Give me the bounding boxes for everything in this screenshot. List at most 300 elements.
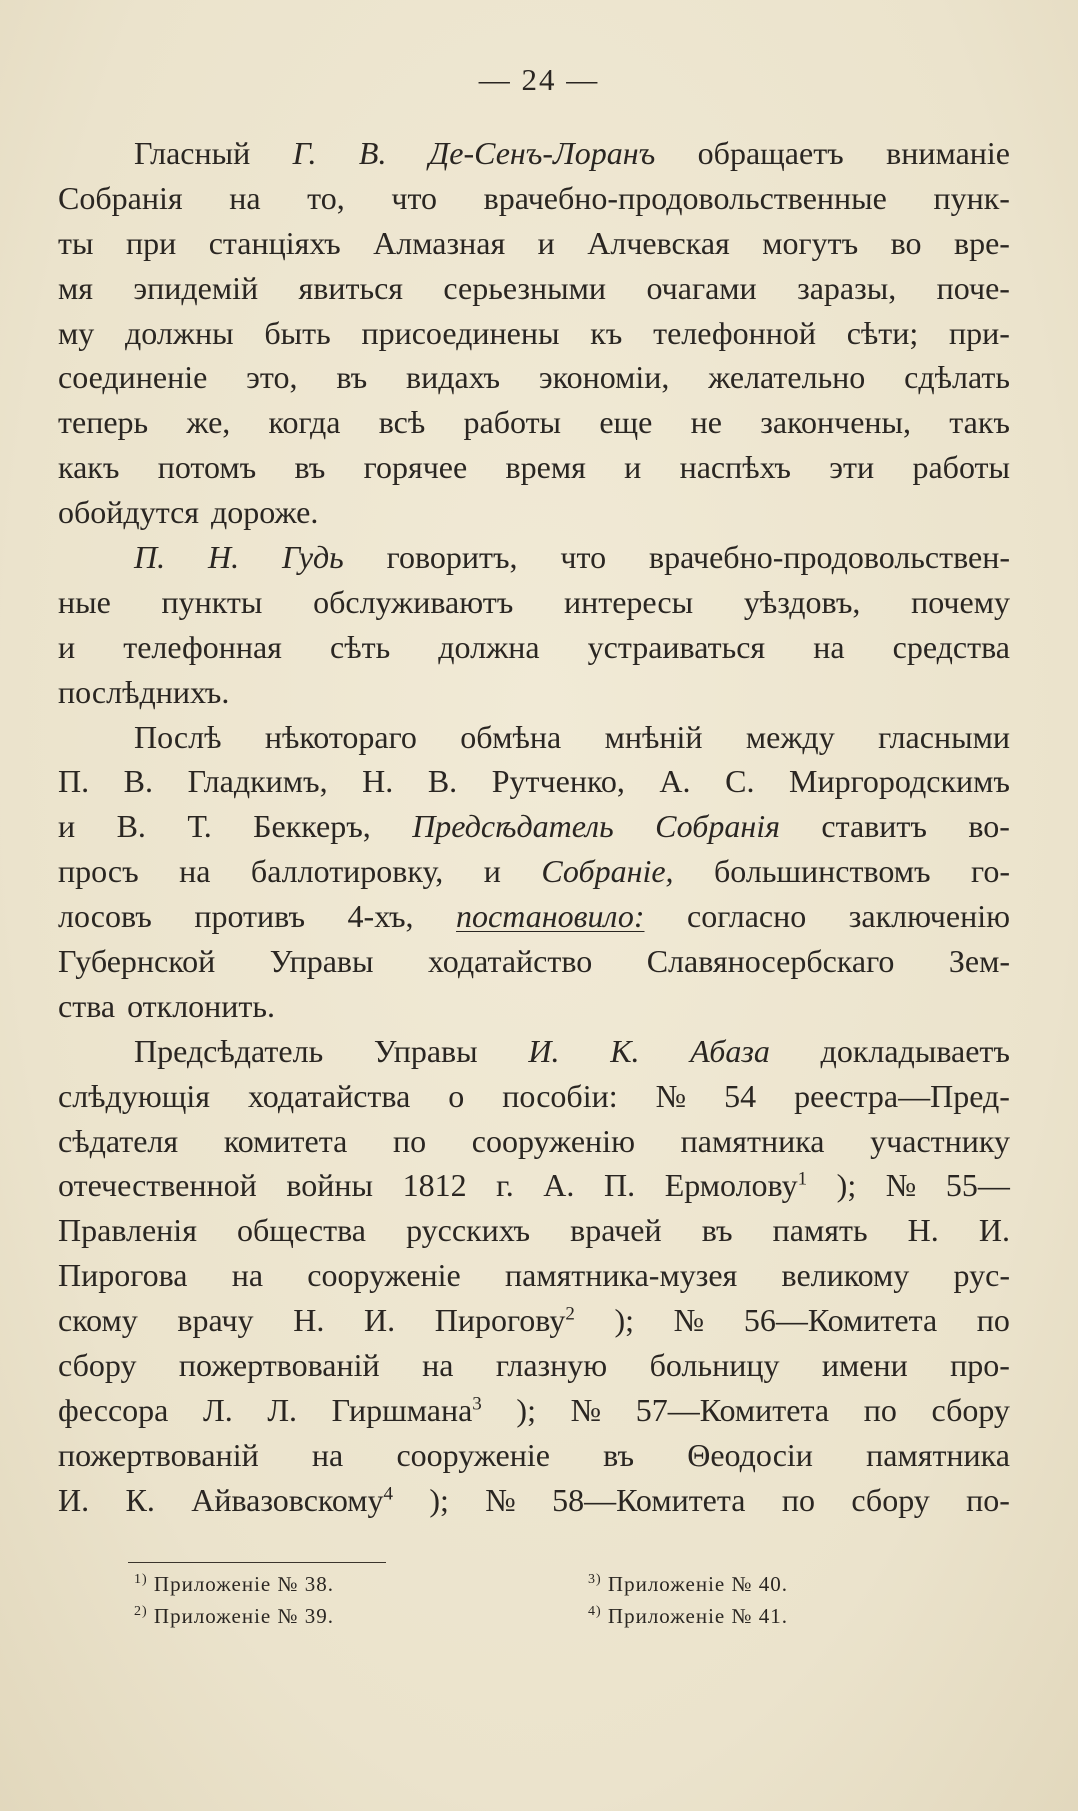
word <box>448 1074 464 1119</box>
word <box>58 1163 257 1208</box>
word <box>687 894 806 939</box>
word <box>58 1343 136 1388</box>
word-text: № <box>673 1302 705 1339</box>
word <box>904 355 1010 400</box>
word-text: фессора <box>58 1391 169 1428</box>
word <box>267 1388 297 1433</box>
word-text: присоединены <box>361 314 560 351</box>
word <box>847 311 919 356</box>
word <box>125 311 234 356</box>
word <box>472 1119 635 1164</box>
word <box>794 1074 1010 1119</box>
word-text: въ <box>701 1212 733 1249</box>
word-text: на <box>422 1347 454 1384</box>
word <box>133 266 258 311</box>
word <box>782 1253 910 1298</box>
word-text: по- <box>966 1481 1010 1518</box>
word <box>429 131 655 176</box>
word-text: средства <box>892 628 1010 665</box>
footnote-ref: 4 <box>383 1483 393 1505</box>
word-text: сбору <box>931 1391 1010 1428</box>
word-text: Н. <box>293 1302 325 1339</box>
word <box>179 1343 380 1388</box>
word-text: войны <box>286 1167 373 1204</box>
word-text: г. <box>496 1167 514 1204</box>
word-text: экономіи, <box>538 359 670 396</box>
word <box>674 1298 705 1343</box>
word-text: сдѣлать <box>904 359 1010 396</box>
word-text: Правленія <box>58 1212 197 1249</box>
word-text: Славяносербскаго <box>646 943 895 980</box>
word <box>209 221 341 266</box>
footnote-4 <box>588 1604 788 1629</box>
footnote-ref: 1 <box>797 1168 808 1190</box>
word-text: Н. <box>362 763 394 800</box>
word-text: Пирогову <box>434 1302 566 1339</box>
word-text: не <box>690 404 722 441</box>
word <box>293 131 317 176</box>
word <box>379 400 426 445</box>
word <box>968 804 1010 849</box>
word <box>58 1478 89 1523</box>
body-text <box>58 131 1010 1523</box>
word-text: ставитъ <box>821 808 927 845</box>
word-text: обращаетъ <box>697 135 844 171</box>
word <box>251 849 443 894</box>
word <box>636 1388 829 1433</box>
word <box>797 266 896 311</box>
word <box>570 1208 661 1253</box>
word <box>224 1119 347 1164</box>
word-text: же, <box>186 404 231 441</box>
word <box>744 1298 937 1343</box>
footnote-marker: 1) <box>134 1572 148 1587</box>
word-text: Губернской <box>58 943 216 980</box>
word-text: баллотировку, <box>250 853 444 890</box>
word <box>977 1298 1010 1343</box>
word-text: Послѣ <box>134 718 222 755</box>
word <box>543 1163 574 1208</box>
word <box>265 715 417 760</box>
word-text: П. <box>58 763 90 800</box>
word-text: пункты <box>161 583 263 620</box>
word-text: по <box>863 1391 897 1428</box>
word-text: памятника <box>866 1436 1010 1473</box>
text-line <box>58 804 1010 849</box>
word <box>134 535 165 580</box>
word <box>269 400 341 445</box>
word <box>564 580 693 625</box>
word <box>829 445 874 490</box>
word <box>908 1208 939 1253</box>
word-text: мнѣній <box>604 718 703 755</box>
word-text: сооруженіе <box>396 1436 550 1473</box>
word <box>374 1029 478 1074</box>
word-text: о <box>448 1077 465 1114</box>
word <box>681 1119 825 1164</box>
word-text: горячее <box>363 449 468 486</box>
word <box>821 1029 1010 1074</box>
word <box>821 804 927 849</box>
word <box>762 221 858 266</box>
word <box>58 759 89 804</box>
word <box>878 715 1010 760</box>
word-text: эти <box>829 449 875 486</box>
text-line <box>58 759 1010 804</box>
word-text: это, <box>246 359 298 396</box>
word-text: Θеодосіи <box>687 1436 813 1473</box>
text-line <box>58 849 1010 894</box>
word <box>849 894 1010 939</box>
word <box>587 221 729 266</box>
word-text: Гладкимъ, <box>187 763 328 800</box>
word-text: въ <box>294 449 326 486</box>
word <box>950 1343 1010 1388</box>
word-text: видахъ <box>406 359 501 396</box>
text-line <box>58 1478 1010 1523</box>
word-text: врачей <box>570 1212 662 1249</box>
word-text: врачебно-продовольственные <box>483 179 887 216</box>
word <box>58 1433 259 1478</box>
word <box>58 221 93 266</box>
word-text: быть <box>264 314 331 351</box>
footnote-3 <box>588 1572 788 1597</box>
word-text: ные <box>58 583 111 620</box>
word <box>505 1253 737 1298</box>
word-text: 1812 <box>402 1167 467 1204</box>
word-text: Управы <box>269 943 374 980</box>
word <box>789 759 1010 804</box>
word-text: могутъ <box>762 224 859 261</box>
word <box>954 221 1010 266</box>
word-text: В. <box>116 808 146 845</box>
word <box>541 849 673 894</box>
word <box>422 1343 453 1388</box>
word <box>937 266 1010 311</box>
word-text: 58—Комитета <box>552 1481 746 1518</box>
footnote-text: Приложеніе № 41. <box>607 1604 789 1628</box>
word <box>406 1208 530 1253</box>
word <box>646 266 756 311</box>
word <box>58 400 148 445</box>
word <box>403 1163 467 1208</box>
word <box>187 804 211 849</box>
word-text: въ <box>336 359 368 396</box>
word <box>949 311 1010 356</box>
word <box>911 580 1010 625</box>
word-text: № <box>485 1481 516 1518</box>
word <box>134 715 221 760</box>
word <box>590 311 622 356</box>
word <box>744 580 861 625</box>
word <box>702 1208 733 1253</box>
word <box>313 580 513 625</box>
word <box>248 1074 410 1119</box>
word <box>364 1298 395 1343</box>
word-text: память <box>772 1212 868 1249</box>
text-line <box>58 445 1010 490</box>
footnote-text: Приложеніе № 40. <box>607 1572 789 1596</box>
word <box>866 1433 1010 1478</box>
word-text: должны <box>125 314 234 351</box>
word-text: Ермолову <box>664 1167 798 1204</box>
word <box>746 715 835 760</box>
word-text: на <box>179 853 211 890</box>
word-text: обслуживаютъ <box>313 583 514 620</box>
word-text: на <box>813 628 845 665</box>
word-text: потомъ <box>157 449 257 486</box>
word-text: реестра—Пред- <box>794 1077 1010 1114</box>
word-text: телефонной <box>653 314 816 351</box>
word-text: Собраніе, <box>541 853 674 890</box>
footnote-text: Приложеніе № 38. <box>153 1572 335 1596</box>
word-text: памятника <box>680 1122 825 1159</box>
word <box>396 1433 549 1478</box>
word-text: и <box>58 808 76 845</box>
word <box>58 1253 187 1298</box>
word <box>650 1343 780 1388</box>
word-text: 56—Комитета <box>743 1302 938 1339</box>
word <box>773 1208 868 1253</box>
word-text: И. <box>528 1032 560 1069</box>
word <box>336 355 367 400</box>
word-text: постановило: <box>456 898 645 935</box>
word-text: Н. <box>907 1212 939 1249</box>
word-text: участнику <box>870 1122 1010 1159</box>
word <box>539 355 669 400</box>
footnote-marker: 4) <box>588 1604 602 1619</box>
word-text: пожертвованій <box>58 1436 259 1473</box>
word-text: при- <box>949 314 1010 351</box>
word <box>588 625 765 670</box>
word <box>979 1208 1010 1253</box>
word-text: В. <box>358 135 387 171</box>
footnote-separator <box>128 1562 386 1563</box>
word <box>127 984 275 1029</box>
word <box>186 400 230 445</box>
text-line <box>58 1074 1010 1119</box>
word <box>208 535 239 580</box>
word-text: почему <box>911 583 1010 620</box>
word-text: отечественной <box>58 1167 257 1204</box>
word-text: вре- <box>953 224 1010 261</box>
text-line <box>58 1388 1010 1433</box>
word-text: эпидемій <box>133 269 259 306</box>
word-text: И. <box>363 1302 396 1339</box>
word <box>714 849 931 894</box>
word-text: во- <box>968 808 1010 845</box>
word <box>312 1433 343 1478</box>
word-text: такъ <box>949 404 1010 441</box>
word-text: врачу <box>177 1302 254 1339</box>
word <box>364 445 468 490</box>
word <box>886 1163 917 1208</box>
word <box>348 894 414 939</box>
word-text: глазную <box>495 1347 608 1384</box>
word-text: то, <box>307 179 345 216</box>
word-text: закончены, <box>760 404 912 441</box>
word <box>954 1253 1010 1298</box>
word <box>516 1388 536 1433</box>
word <box>691 400 722 445</box>
word-text: должна <box>438 628 540 665</box>
word <box>58 625 75 670</box>
word-text: общества <box>237 1212 366 1249</box>
word <box>429 1478 449 1523</box>
word <box>912 445 1010 490</box>
word-text: на <box>229 179 261 216</box>
word-text: отклонить. <box>127 987 275 1024</box>
word <box>680 445 791 490</box>
word <box>332 1388 482 1433</box>
text-line <box>58 1253 1010 1298</box>
word-text: № <box>885 1167 917 1204</box>
word <box>58 894 152 939</box>
word-text: про- <box>950 1347 1010 1384</box>
footnote-marker: 3) <box>588 1572 602 1587</box>
word <box>464 400 562 445</box>
word <box>232 1253 263 1298</box>
word <box>58 1208 197 1253</box>
page-number: — 24 — <box>478 62 600 97</box>
word <box>126 221 176 266</box>
word-text: великому <box>781 1257 910 1294</box>
word <box>58 1119 178 1164</box>
word <box>438 625 539 670</box>
word-text: Пирогова <box>58 1257 188 1294</box>
word <box>58 176 183 221</box>
word-text: послѣднихъ. <box>58 673 230 710</box>
word <box>286 1163 373 1208</box>
word-text: В. <box>427 763 458 800</box>
footnote-ref: 3 <box>472 1393 482 1415</box>
text-line <box>58 490 1010 535</box>
word <box>282 535 344 580</box>
word-text: комитета <box>223 1122 348 1159</box>
word-text: № <box>655 1077 687 1114</box>
word <box>123 625 282 670</box>
word-text: желательно <box>708 359 866 396</box>
word-text: К. <box>610 1032 640 1069</box>
word <box>264 311 330 356</box>
word <box>698 131 844 176</box>
word <box>58 1074 210 1119</box>
word <box>293 1298 324 1343</box>
word <box>893 625 1010 670</box>
word-text: 57—Комитета <box>635 1391 830 1428</box>
text-line <box>58 1208 1010 1253</box>
word-text: Л. <box>202 1391 233 1428</box>
word-text: Алчевская <box>587 224 730 261</box>
word <box>659 759 690 804</box>
word-text: Абаза <box>690 1032 770 1069</box>
word <box>246 355 297 400</box>
word <box>237 1208 366 1253</box>
word <box>813 625 844 670</box>
word-text: гласными <box>878 718 1010 755</box>
word-text: А. <box>543 1167 575 1204</box>
word <box>373 221 505 266</box>
word <box>665 1163 807 1208</box>
word-text: 55— <box>945 1167 1010 1204</box>
word <box>387 535 518 580</box>
word-text: во <box>890 224 922 261</box>
word-text: го- <box>971 853 1010 890</box>
word-text: къ <box>590 314 623 351</box>
word <box>538 221 555 266</box>
word <box>179 849 210 894</box>
word <box>58 355 207 400</box>
text-line <box>58 1343 1010 1388</box>
word-text: имени <box>821 1347 908 1384</box>
word <box>864 1388 897 1433</box>
word-text: всѣ <box>378 404 426 441</box>
word <box>949 939 1010 984</box>
word-text: время <box>505 449 586 486</box>
text-line <box>58 1163 1010 1208</box>
word-text: на <box>231 1257 264 1294</box>
word <box>851 1478 929 1523</box>
word <box>460 715 561 760</box>
word <box>406 355 500 400</box>
word <box>58 266 93 311</box>
word-text: на <box>311 1436 344 1473</box>
word <box>933 176 1009 221</box>
word-text: ); <box>614 1302 635 1339</box>
word-text: когда <box>268 404 341 441</box>
word-text: очагами <box>646 269 757 306</box>
word <box>393 1119 426 1164</box>
word-text: работы <box>912 449 1010 486</box>
word <box>603 1433 634 1478</box>
word-text: русскихъ <box>406 1212 531 1249</box>
word-text: лосовъ <box>58 898 152 935</box>
word-text: дороже. <box>210 494 319 531</box>
word-text: И. <box>58 1481 90 1518</box>
word <box>299 266 403 311</box>
word-text: Собранія <box>58 179 183 216</box>
word <box>203 1388 233 1433</box>
word <box>624 445 641 490</box>
word <box>359 131 387 176</box>
word <box>891 221 922 266</box>
word <box>496 1163 514 1208</box>
word-text: по <box>392 1122 427 1159</box>
word-text: ства <box>58 987 116 1024</box>
text-line <box>58 266 1010 311</box>
word <box>610 1029 639 1074</box>
word <box>270 939 374 984</box>
text-line <box>58 984 1010 1029</box>
word <box>134 1029 323 1074</box>
word-text: ходатайство <box>427 943 593 980</box>
word-text: интересы <box>563 583 694 620</box>
word-text: пожертвованій <box>178 1347 380 1384</box>
word <box>125 1478 154 1523</box>
word <box>58 1298 138 1343</box>
word <box>949 400 1010 445</box>
word-text: Л. <box>267 1391 298 1428</box>
word <box>822 1343 908 1388</box>
word-text: сооруженіе <box>307 1257 461 1294</box>
footnote-marker: 2) <box>134 1604 148 1619</box>
word-text: В. <box>123 763 154 800</box>
word <box>724 1074 756 1119</box>
footnote-2 <box>134 1604 334 1629</box>
word-text: уѣздовъ, <box>743 583 861 620</box>
word-text: согласно <box>687 898 807 935</box>
word <box>117 804 146 849</box>
